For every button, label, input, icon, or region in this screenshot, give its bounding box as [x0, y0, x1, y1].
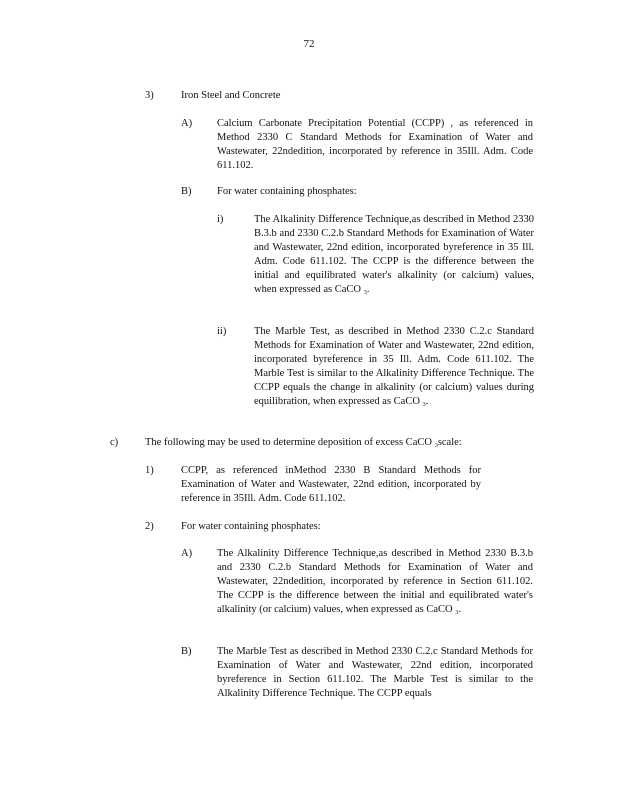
item-3-title: Iron Steel and Concrete [181, 90, 281, 101]
item-c2a-subscript: 3 [455, 609, 459, 616]
item-c2b-label: B) [181, 646, 192, 657]
item-c-subscript: 3 [434, 442, 438, 449]
item-c1-label: 1) [145, 465, 154, 476]
item-3b-ii-subscript: 3 [422, 401, 426, 408]
item-3b-i-paragraph [254, 213, 534, 300]
item-c2a-label: A) [181, 548, 193, 559]
item-3b-ii-label: ii) [217, 326, 227, 337]
item-3b-ii-paragraph [254, 325, 534, 412]
item-c-paragraph [145, 436, 462, 453]
item-3b-text: For water containing phosphates: [217, 186, 357, 197]
item-3b-i-text: The Alkalinity Difference Technique,as described in Method 2330 B.3.b and 2330 C.2.b Standard Methods for Examination of Water and Wastewater, 22nd edition, incorporated byreference in 35 Ill. Adm. Code 611.102. The CCPP is the difference between the initial and equilibrated water's alkalinity (or calcium) values, when expressed as CaCO [254, 214, 534, 295]
item-c2b-text: The Marble Test as described in Method 2330 C.2.c Standard Methods for Examination of Water and Wastewater, 22nd edition, incorporated byreference in Section 611.102. The Marble Test is similar to the Alkalinity Difference Technique. The CCPP equals [217, 646, 533, 699]
item-c-text: The following may be used to determine deposition of excess CaCO [145, 437, 432, 448]
item-3-label: 3) [145, 90, 154, 101]
page-number: 72 [303, 38, 315, 50]
item-3b-i-subscript: 3 [363, 289, 367, 296]
item-3b-ii-text: The Marble Test, as described in Method 2330 C.2.c Standard Methods for Examination of Water and Wastewater, 22nd edition, incorporated byreference in 35 Ill. Adm. Code 611.102. The Marble Test is similar to the Alkalinity Difference Technique. The CCPP equals the change in alkalinity (or calcium) values during equilibration, when expressed as CaCO [254, 326, 534, 407]
item-c2a-paragraph [217, 547, 533, 620]
item-c1-text: CCPP, as referenced inMethod 2330 B Standard Methods for Examination of Water and Wastewater, 22nd edition, incorporated by reference in 35Ill. Adm. Code 611.102. [181, 465, 481, 504]
item-3b-i-label: i) [217, 214, 224, 225]
item-c-end: scale: [437, 437, 462, 448]
item-3a-text: Calcium Carbonate Precipitation Potential (CCPP) , as referenced in Method 2330 C Standard Methods for Examination of Water and Wastewater, 22ndedition, incorporated by reference in 35Ill. Adm. Code 611.102. [217, 118, 533, 171]
item-c2a-end: . [458, 604, 462, 615]
item-c2-text: For water containing phosphates: [181, 521, 321, 532]
item-c-label: c) [110, 437, 119, 448]
item-3a-label: A) [181, 118, 193, 129]
item-3b-i-end: . [366, 284, 370, 295]
item-c2-label: 2) [145, 521, 154, 532]
item-3b-label: B) [181, 186, 192, 197]
item-c2a-text: The Alkalinity Difference Technique,as described in Method 2330 B.3.b and 2330 C.2.b Standard Methods for Examination of Water and Wastewater, 22ndedition, incorporated by reference in Section 611.102. The CCPP is the difference between the initial and equilibrated water's alkalinity (or calcium) values, when expressed as CaCO [217, 548, 533, 615]
item-3b-ii-end: . [425, 396, 429, 407]
